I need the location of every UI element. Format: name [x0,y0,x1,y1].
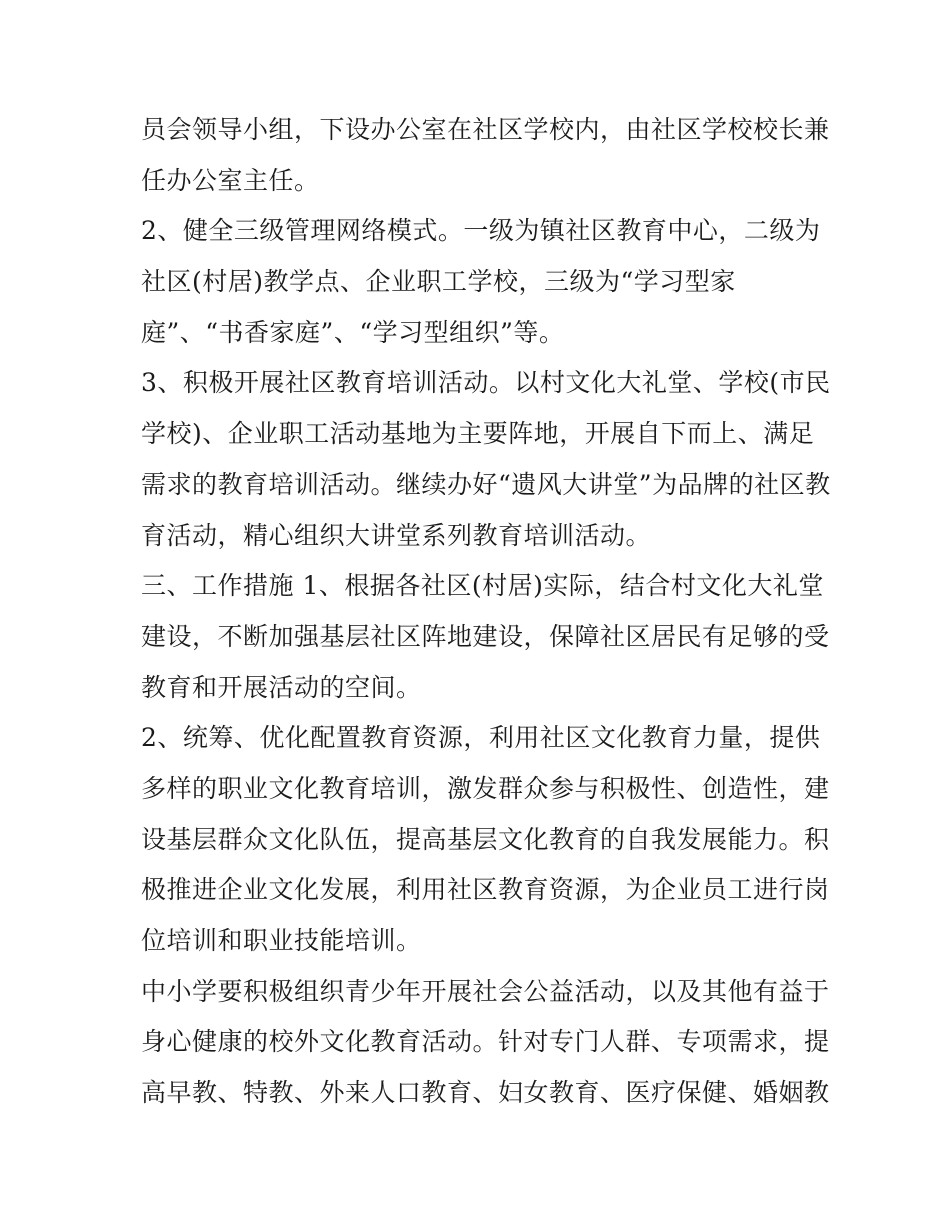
text-line: 多样的职业文化教育培训，激发群众参与积极性、创造性，建 [141,773,830,803]
document-body [141,105,831,1119]
text-line: 社区(村居)教学点、企业职工学校，三级为“学习型家 [141,267,736,297]
text-line: 任办公室主任。 [141,165,320,195]
text-line: 身心健康的校外文化教育活动。针对专门人群、专项需求，提 [141,1027,830,1057]
text-line: 教育和开展活动的空间。 [141,672,422,702]
text-line: 庭”、“书香家庭”、“学习型组织”等。 [141,317,565,347]
text-line: 极推进企业文化发展，利用社区教育资源，为企业员工进行岗 [141,875,830,905]
text-line: 2、健全三级管理网络模式。一级为镇社区教育中心，二级为 [141,216,821,246]
text-line: 设基层群众文化队伍，提高基层文化教育的自我发展能力。积 [141,824,830,854]
text-line: 三、工作措施 1、根据各社区(村居)实际，结合村文化大礼堂 [141,571,824,601]
text-line: 建设，不断加强基层社区阵地建设，保障社区居民有足够的受 [141,621,830,651]
text-line: 3、积极开展社区教育培训活动。以村文化大礼堂、学校(市民 [141,368,831,398]
text-line: 2、统筹、优化配置教育资源，利用社区文化教育力量，提供 [141,723,821,753]
text-line: 需求的教育培训活动。继续办好“遗风大讲堂”为品牌的社区教 [141,469,831,499]
text-line: 中小学要积极组织青少年开展社会公益活动，以及其他有益于 [141,976,830,1006]
text-line: 员会领导小组，下设办公室在社区学校内，由社区学校校长兼 [141,115,830,144]
text-line: 育活动，精心组织大讲堂系列教育培训活动。 [141,520,652,550]
text-line: 学校)、企业职工活动基地为主要阵地，开展自下而上、满足 [141,419,815,449]
text-line: 位培训和职业技能培训。 [141,926,422,955]
text-line: 高早教、特教、外来人口教育、妇女教育、医疗保健、婚姻教 [141,1078,830,1108]
